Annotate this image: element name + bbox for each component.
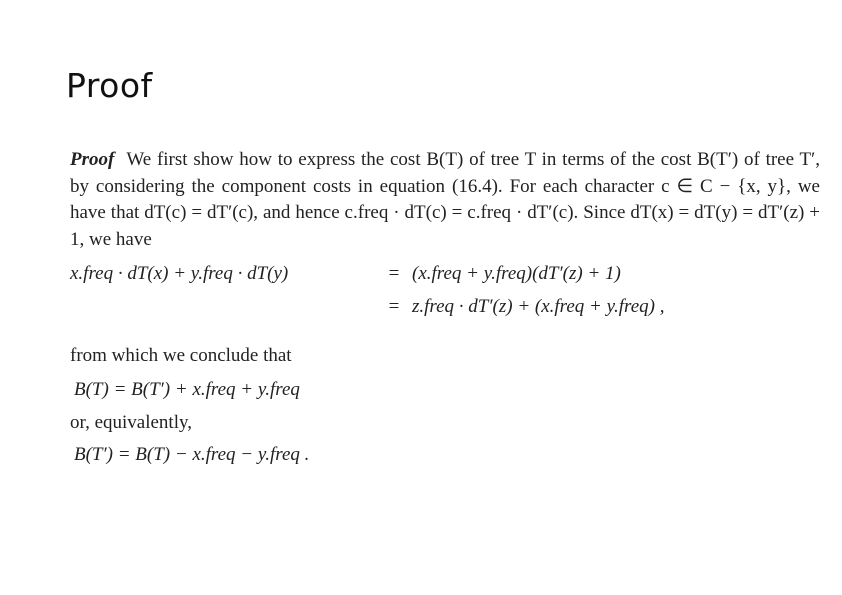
cost-formula: B(T) = B(T′) + x.freq + y.freq — [74, 379, 300, 401]
textbook-excerpt — [70, 147, 820, 469]
equation-1-rhs: (x.freq + y.freq)(dT′(z) + 1) — [412, 263, 621, 285]
equation-2-rhs: z.freq · dT′(z) + (x.freq + y.freq) , — [412, 295, 665, 317]
conclude-text: from which we conclude that — [70, 344, 292, 366]
cost-formula-equivalent: B(T′) = B(T) − x.freq − y.freq . — [74, 444, 310, 466]
equation-2-equals: = — [388, 295, 400, 317]
proof-paragraph — [70, 147, 820, 253]
equation-1-lhs: x.freq · dT(x) + y.freq · dT(y) — [70, 263, 289, 285]
equation-1-equals: = — [388, 263, 400, 285]
equivalently-text: or, equivalently, — [70, 411, 192, 433]
slide-title: Proof — [66, 66, 153, 105]
proof-lead: Proof — [70, 149, 115, 170]
proof-body: We first show how to express the cost B(T) of tree T in terms of the cost B(T′) of tree T′, by considering the component costs in equation (16.4). For each character c ∈ C − {x, y}, we have that dT(c) = dT′(c), and hence c.freq · dT(c) = c.freq · dT′(c). Since dT(x) = dT(y) = dT′(z) + 1, we have — [70, 149, 820, 250]
equation-array — [70, 261, 820, 320]
